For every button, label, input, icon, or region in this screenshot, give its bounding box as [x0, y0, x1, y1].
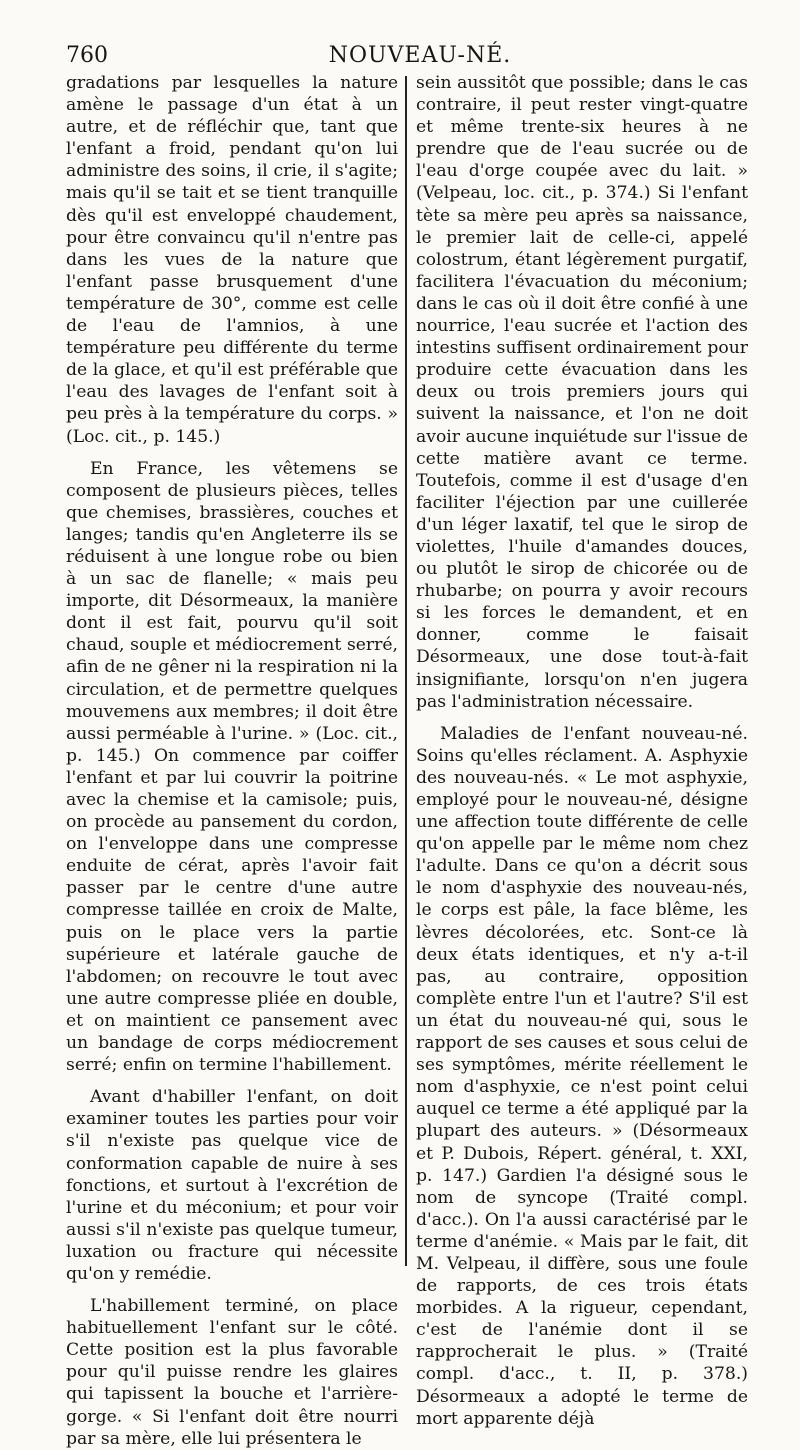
right-column	[416, 72, 748, 1430]
running-title: NOUVEAU-NÉ.	[328, 43, 512, 68]
page-header	[66, 40, 774, 72]
paragraph: Maladies de l'enfant nouveau-né. Soins qu'elles réclament. A. Asphyxie des nouveau-nés. « Le mot asphyxie, employé pour le nouveau-né, désigne une affection toute différente de celle qu'on appelle par le même nom chez l'adulte. Dans ce qu'on a décrit sous le nom d'asphyxie des nouveau-nés, le corps est pâle, la face blême, les lèvres décolorées, etc. Sont-ce là deux états identiques, et n'y a-t-il pas, au contraire, opposition complète entre l'un et l'autre? S'il est un état du nouveau-né qui, sous le rapport de ses causes et sous celui de ses symptômes, mérite réellement le nom d'asphyxie, ce n'est point celui auquel ce terme a été appliqué par la plupart des auteurs. » (Désormeaux et P. Dubois, Répert. général, t. XXI, p. 147.) Gardien l'a désigné sous le nom de syncope (Traité compl. d'acc.). On l'a aussi caractérisé par le terme d'anémie. « Mais par le fait, dit M. Velpeau, il diffère, sous une foule de rapports, de ces trois états morbides. A la rigueur, cependant, c'est de l'anémie dont il se rapprocherait le plus. » (Traité compl. d'acc., t. II, p. 378.) Désormeaux a adopté le terme de mort apparente déjà	[416, 723, 748, 1429]
paragraph: Avant d'habiller l'enfant, on doit examiner toutes les parties pour voir s'il n'existe pas quelque vice de conformation capable de nuire à ses fonctions, et surtout à l'excrétion de l'urine et du méconium; et pour voir aussi s'il n'existe pas quelque tumeur, luxation ou fracture qui nécessite qu'on y remédie.	[66, 1087, 398, 1284]
paragraph: gradations par lesquelles la nature amène le passage d'un état à un autre, et de réfléchir que, tant que l'enfant a froid, pendant qu'on lui administre des soins, il crie, il s'agite; mais qu'il se tait et se tient tranquille dès qu'il est enveloppé chaudement, pour être convaincu qu'il n'entre pas dans les vues de la nature que l'enfant passe brusquement d'une température de 30°, comme est celle de l'eau de l'amnios, à une température peu différente du terme de la glace, et qu'il est préférable que l'eau des lavages de l'enfant soit à peu près à la température du corps. » (Loc. cit., p. 145.)	[66, 73, 398, 447]
paragraph: L'habillement terminé, on place habituellement l'enfant sur le côté. Cette position est la plus favorable pour qu'il puisse rendre les glaires qui tapissent la bouche et l'arrière-gorge. « Si l'enfant doit être nourri par sa mère, elle lui présentera le	[66, 1296, 398, 1449]
paragraph: En France, les vêtemens se composent de plusieurs pièces, telles que chemises, brassières, couches et langes; tandis qu'en Angleterre ils se réduisent à une longue robe ou bien à un sac de flanelle; « mais peu importe, dit Désormeaux, la manière dont il est fait, pourvu qu'il soit chaud, souple et médiocrement serré, afin de ne gêner ni la respiration ni la circulation, et de permettre quelques mouvemens aux membres; il doit être aussi perméable à l'urine. » (Loc. cit., p. 145.) On commence par coiffer l'enfant et par lui couvrir la poitrine avec la chemise et la camisole; puis, on procède au pansement du cordon, on l'enveloppe dans une compresse enduite de cérat, après l'avoir fait passer par le centre d'une autre compresse taillée en croix de Malte, puis on le place vers la partie supérieure et latérale gauche de l'abdomen; on recouvre le tout avec une autre compresse pliée en double, et on maintient ce pansement avec un bandage de corps médiocrement serré; enfin on termine l'habillement.	[66, 458, 398, 1076]
left-column	[66, 72, 398, 1450]
column-divider	[405, 76, 407, 1266]
paragraph: sein aussitôt que possible; dans le cas contraire, il peut rester vingt-quatre et même trente-six heures à ne prendre que de l'eau sucrée ou de l'eau d'orge coupée avec du lait. » (Velpeau, loc. cit., p. 374.) Si l'enfant tète sa mère peu après sa naissance, le premier lait de celle-ci, appelé colostrum, étant légèrement purgatif, facilitera l'évacuation du méconium; dans le cas où il doit être confié à une nourrice, l'eau sucrée et l'action des intestins suffisent ordinairement pour produire cette évacuation dans les deux ou trois premiers jours qui suivent la naissance, et l'on ne doit avoir aucune inquiétude sur l'issue de cette matière avant ce terme. Toutefois, comme il est d'usage d'en faciliter l'éjection par une cuillerée d'un léger laxatif, tel que le sirop de violettes, l'huile d'amandes douces, ou plutôt le sirop de chicorée ou de rhubarbe; on pourra y avoir recours si les forces le demandent, et en donner, comme le faisait Désormeaux, une dose tout-à-fait insignifiante, lorsqu'on n'en jugera pas l'administration nécessaire.	[416, 73, 748, 712]
page-number: 760	[66, 43, 108, 68]
